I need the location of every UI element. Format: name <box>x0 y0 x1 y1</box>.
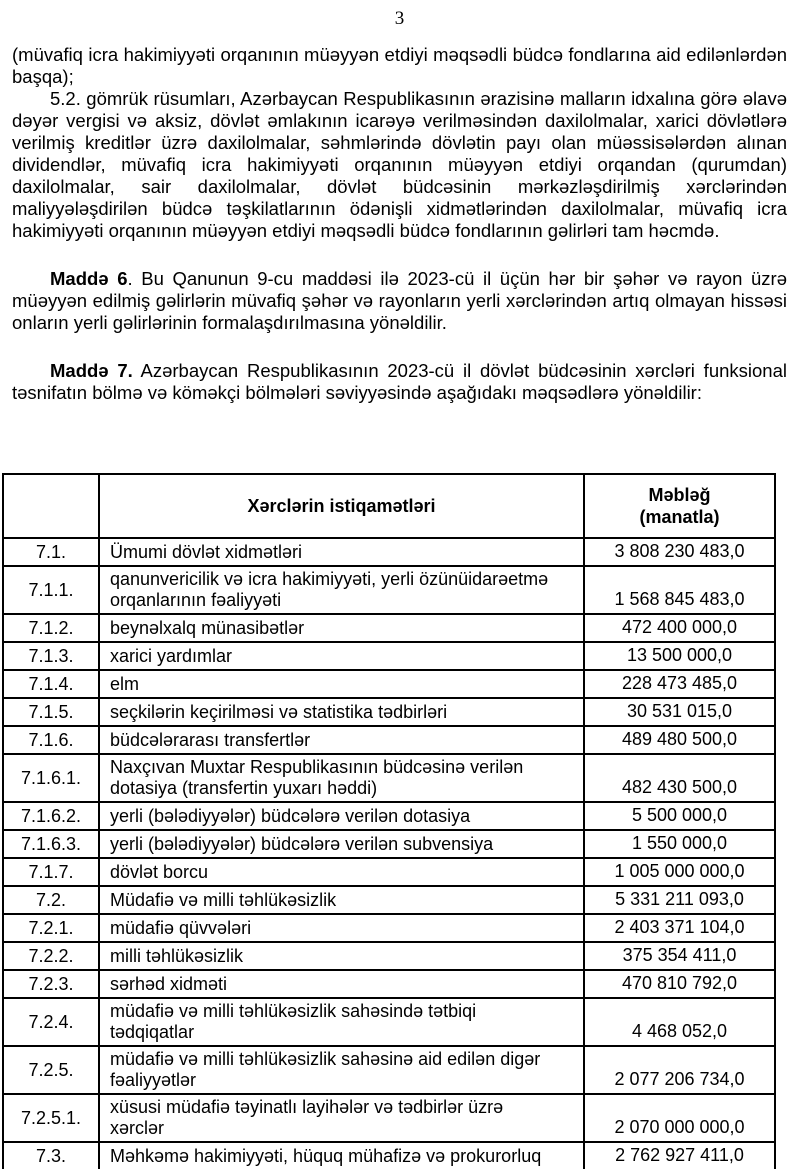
text-block <box>0 0 800 404</box>
madde-6-text: . Bu Qanunun 9-cu maddəsi ilə 2023-cü il üçün hər bir şəhər və rayon üzrə müəyyən edilmiş gəlirlərin müvafiq şəhər və rayonların yerli xərclərindən artıq olmayan hissəsi onların yerli gəlirlərinin formalaşdırılmasına yönəldilir. <box>12 268 787 333</box>
row-code: 7.3. <box>3 1142 99 1169</box>
row-amount: 5 500 000,0 <box>584 802 775 830</box>
row-label: Naxçıvan Muxtar Respublikasının büdcəsinə verilən dotasiya (transfertin yuxarı həddi) <box>99 754 584 802</box>
paragraph-madde-7 <box>12 360 787 404</box>
row-amount: 1 005 000 000,0 <box>584 858 775 886</box>
madde-7-label: Maddə 7. <box>50 360 133 381</box>
header-code-cell <box>3 474 99 538</box>
row-code: 7.2.4. <box>3 998 99 1046</box>
row-code: 7.1.6.3. <box>3 830 99 858</box>
row-code: 7.1.6. <box>3 726 99 754</box>
row-label: milli təhlükəsizlik <box>99 942 584 970</box>
row-amount: 472 400 000,0 <box>584 614 775 642</box>
row-code: 7.1.2. <box>3 614 99 642</box>
row-amount: 3 808 230 483,0 <box>584 538 775 566</box>
row-amount: 375 354 411,0 <box>584 942 775 970</box>
row-label: müdafiə qüvvələri <box>99 914 584 942</box>
row-label: beynəlxalq münasibətlər <box>99 614 584 642</box>
header-amount-line2: (manatla) <box>639 507 720 527</box>
row-label: Ümumi dövlət xidmətləri <box>99 538 584 566</box>
row-amount: 228 473 485,0 <box>584 670 775 698</box>
row-code: 7.1.1. <box>3 566 99 614</box>
header-directions: Xərclərin istiqamətləri <box>99 474 584 538</box>
row-label: seçkilərin keçirilməsi və statistika tədbirləri <box>99 698 584 726</box>
row-code: 7.2. <box>3 886 99 914</box>
table-row <box>3 1094 775 1142</box>
table-row <box>3 754 775 802</box>
page-number: 3 <box>394 8 405 29</box>
row-label: Məhkəmə hakimiyyəti, hüquq mühafizə və prokurorluq <box>99 1142 584 1169</box>
table-row <box>3 942 775 970</box>
row-label: Müdafiə və milli təhlükəsizlik <box>99 886 584 914</box>
row-code: 7.1.5. <box>3 698 99 726</box>
row-code: 7.1.3. <box>3 642 99 670</box>
row-code: 7.2.2. <box>3 942 99 970</box>
table-row <box>3 726 775 754</box>
table-row <box>3 830 775 858</box>
row-amount: 4 468 052,0 <box>584 998 775 1046</box>
paragraph-madde-6 <box>12 268 787 334</box>
row-label: müdafiə və milli təhlükəsizlik sahəsinə aid edilən digər fəaliyyətlər <box>99 1046 584 1094</box>
table-row <box>3 614 775 642</box>
row-code: 7.2.5.1. <box>3 1094 99 1142</box>
row-code: 7.2.3. <box>3 970 99 998</box>
paragraph-continuation: (müvafiq icra hakimiyyəti orqanının müəyyən etdiyi məqsədli büdcə fondlarına aid edilənlərdən başqa); <box>12 44 787 87</box>
row-amount: 489 480 500,0 <box>584 726 775 754</box>
table-row <box>3 1046 775 1094</box>
paragraph-5-2: 5.2. gömrük rüsumları, Azərbaycan Respublikasının ərazisinə malların idxalına görə əlavə dəyər vergisi və aksiz, dövlət əmlakının icarəyə verilməsindən daxilolmalar, xarici dövlətlərə verilmiş kreditlər üzrə daxilolmalar, səhmlərində dövlətin payı olan müəssisələrdən alınan dividendlər, müvafiq icra hakimiyyəti orqanının müəyyən etdiyi orqandan (qurumdan) daxilolmalar, sair daxilolmalar, dövlət büdcəsinin mərkəzləşdirilmiş xərclərindən maliyyələşdirilən büdcə təşkilatlarının ödənişli xidmətlərindən daxilolmalar, müvafiq icra hakimiyyəti orqanının müəyyən etdiyi məqsədli büdcə fondlarının gəlirləri tam həcmdə. <box>12 88 787 241</box>
row-amount: 2 070 000 000,0 <box>584 1094 775 1142</box>
row-code: 7.1. <box>3 538 99 566</box>
madde-6-label: Maddə 6 <box>50 268 128 289</box>
header-amount-line1: Məbləğ <box>648 485 711 505</box>
table-row <box>3 1142 775 1169</box>
row-amount: 2 077 206 734,0 <box>584 1046 775 1094</box>
budget-table-body <box>3 538 775 1169</box>
row-label: qanunvericilik və icra hakimiyyəti, yerli özünüidarəetmə orqanlarının fəaliyyəti <box>99 566 584 614</box>
header-amount <box>584 474 775 538</box>
table-row <box>3 566 775 614</box>
budget-table-head <box>3 474 775 538</box>
table-row <box>3 998 775 1046</box>
table-row <box>3 670 775 698</box>
table-row <box>3 538 775 566</box>
row-code: 7.2.1. <box>3 914 99 942</box>
row-amount: 2 762 927 411,0 <box>584 1142 775 1169</box>
row-label: yerli (bələdiyyələr) büdcələrə verilən subvensiya <box>99 830 584 858</box>
budget-table <box>2 473 776 1169</box>
row-label: xüsusi müdafiə təyinatlı layihələr və tədbirlər üzrə xərclər <box>99 1094 584 1142</box>
row-code: 7.2.5. <box>3 1046 99 1094</box>
table-row <box>3 886 775 914</box>
row-amount: 2 403 371 104,0 <box>584 914 775 942</box>
table-row <box>3 802 775 830</box>
table-row <box>3 642 775 670</box>
row-label: elm <box>99 670 584 698</box>
table-header-row <box>3 474 775 538</box>
row-label: xarici yardımlar <box>99 642 584 670</box>
row-amount: 1 550 000,0 <box>584 830 775 858</box>
row-label: yerli (bələdiyyələr) büdcələrə verilən dotasiya <box>99 802 584 830</box>
row-amount: 5 331 211 093,0 <box>584 886 775 914</box>
row-label: sərhəd xidməti <box>99 970 584 998</box>
row-amount: 1 568 845 483,0 <box>584 566 775 614</box>
row-code: 7.1.6.2. <box>3 802 99 830</box>
row-code: 7.1.4. <box>3 670 99 698</box>
table-row <box>3 914 775 942</box>
row-label: müdafiə və milli təhlükəsizlik sahəsində tətbiqi tədqiqatlar <box>99 998 584 1046</box>
row-label: büdcələrarası transfertlər <box>99 726 584 754</box>
row-code: 7.1.6.1. <box>3 754 99 802</box>
row-label: dövlət borcu <box>99 858 584 886</box>
table-row <box>3 970 775 998</box>
row-amount: 30 531 015,0 <box>584 698 775 726</box>
row-amount: 470 810 792,0 <box>584 970 775 998</box>
table-row <box>3 698 775 726</box>
row-amount: 482 430 500,0 <box>584 754 775 802</box>
budget-table-container <box>2 473 774 1169</box>
madde-7-text: Azərbaycan Respublikasının 2023-cü il dövlət büdcəsinin xərcləri funksional təsnifatın bölmə və köməkçi bölmələri səviyyəsində aşağıdakı məqsədlərə yönəldilir: <box>12 360 787 403</box>
row-code: 7.1.7. <box>3 858 99 886</box>
row-amount: 13 500 000,0 <box>584 642 775 670</box>
table-row <box>3 858 775 886</box>
